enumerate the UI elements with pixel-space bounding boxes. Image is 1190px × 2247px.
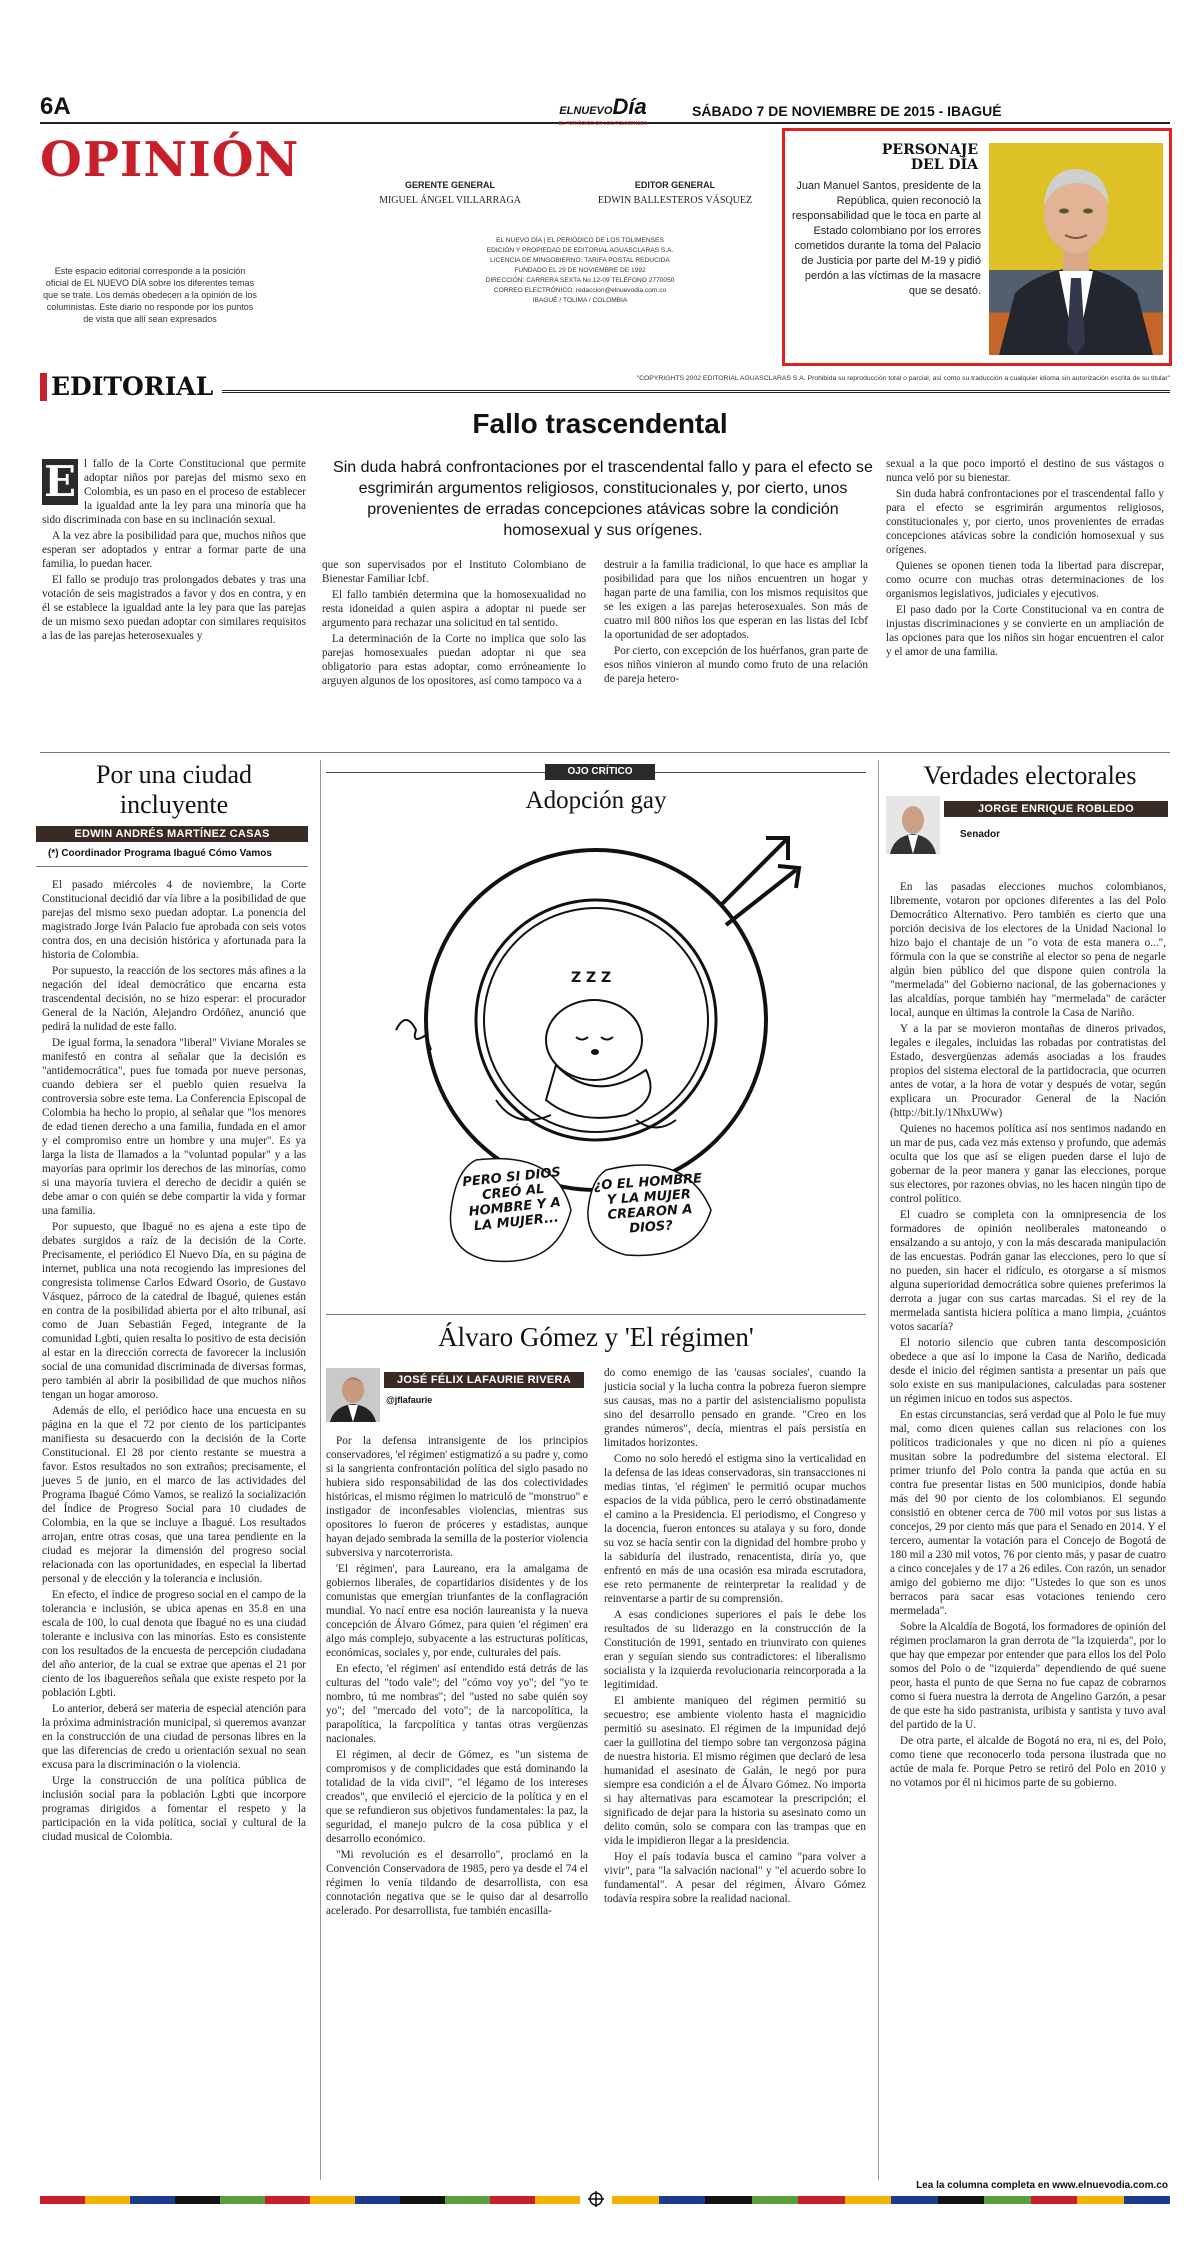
imprint-line: EL NUEVO DÍA | EL PERIÓDICO DE LOS TOLIMENSES (496, 237, 664, 244)
ojo-critico-label: OJO CRÍTICO (545, 764, 655, 780)
editorial-label (40, 373, 213, 401)
editorial-col-4 (886, 457, 1164, 661)
imprint-line: DIRECCIÓN: CARRERA SEXTA No 12-09 TELÉFONO 2770050 (485, 277, 675, 284)
left-paragraph: En efecto, el índice de progreso social en el campo de la tolerancia e inclusión, se ubica apenas en 35.8 en una escala de 100, lo cual denota que Ibagué no es una ciudad tolerante e inclusiva con las minorías. Esto es consistente con los resultados de la encuesta de percepción ciudadana del año anterior, de la cual se extrae que apenas el 21 por ciento de los ibaguereños señala que existe respeto por la población Lgbti. (42, 1589, 306, 1699)
drop-cap: E (43, 457, 76, 506)
right-author-photo (886, 796, 940, 854)
left-divider (320, 760, 321, 2180)
center-author-photo (326, 1368, 380, 1422)
editorial-col-2 (322, 558, 586, 690)
cartoon-bubble-right: ¿O EL HOMBRE Y LA MUJER CREARON A DIOS? (593, 1171, 703, 1237)
manager-name: MIGUEL ÁNGEL VILLARRAGA (379, 195, 521, 206)
center-paragraph: do como enemigo de las 'causas sociales', cuando la justicia social y la lucha contra la pobreza fueron siempre sus causas, mas no a partir del asistencialismo populista sino del desarrollo pensado en grande. "Creo en los grandes números", decía, mientras el país persistía en limitados horizontes. (604, 1367, 866, 1449)
left-paragraph: El pasado miércoles 4 de noviembre, la Corte Constitucional decidió dar vía libre a la posibilidad de que parejas del mismo sexo puedan adoptar. La ponencia del magistrado Jorge Iván Palacio fue aprobada con seis votos contra dos, en una decisión histórica y afortunada para la historia de Colombia. (42, 879, 306, 961)
editorial-col-3 (604, 558, 868, 688)
editorial-paragraph: destruir a la familia tradicional, lo que hace es ampliar la posibilidad para que los niños encuentren un hogar y hagan parte de una familia, con los mismos requisitos que se les exigen a las parejas heterosexuales. Son más de cuatro mil 800 niños los que esperan en las listas del Icbf la oportunidad de ser adoptados. (604, 559, 868, 641)
left-author-role: (*) Coordinador Programa Ibagué Cómo Vamos (48, 848, 272, 859)
imprint-line: EDICIÓN Y PROPIEDAD DE EDITORIAL AGUASCLARAS S.A. (486, 247, 674, 254)
center-paragraph: Hoy el país todavía busca el camino "para volver a vivir", para "la salvación nacional" y "el acuerdo sobre lo fundamental". A pesar del régimen, Álvaro Gómez todavía respira sobre la realidad nacional. (604, 1851, 866, 1905)
personaje-title (793, 143, 978, 173)
editorial-paragraph: El paso dado por la Corte Constitucional va en contra de injustas discriminaciones y se convierte en un ampliación de las opciones para que los niños sin hogar encuentren el calor y el amor de una familia. (886, 604, 1164, 658)
bottom-color-strip-right (612, 2196, 1170, 2204)
center-headline: Álvaro Gómez y 'El régimen' (438, 1322, 754, 1352)
editorial-col-1 (42, 457, 306, 645)
logo-tagline: EL PERIÓDICO DE LOS TOLIMENSES (558, 121, 648, 127)
left-author-bar: EDWIN ANDRÉS MARTÍNEZ CASAS (36, 826, 308, 842)
robledo-avatar (886, 796, 940, 854)
right-paragraph: Sobre la Alcaldía de Bogotá, los formadores de opinión del régimen proclamaron la gran derrota de "la izquierda", por lo que hay que empezar por entender que para ellos los del Polo somos del Polo o de "izquierda" dependiendo de qué suene peor, hasta el punto de que Serna no fue capaz de cobrarnos como si fuera nuestra la derrota de Angelino Garzón, a pesar de que este ha sido pastranista, uribista y santista y tuvo aval del partido de la U. (890, 1621, 1166, 1731)
editorial-paragraph: Sin duda habrá confrontaciones por el trascendental fallo y para el efecto se esgrimirán argumentos religiosos, constitucionales y, por cierto, unos provenientes de erradas concepciones atávicas sobre la condición homosexual y sus orígenes. (886, 488, 1164, 556)
left-role-rule (36, 866, 308, 867)
center-paragraph: 'El régimen', para Laureano, era la amalgama de gobiernos liberales, de copartidarios disidentes y de los comunistas que emergían triunfantes de la conflagración mundial. Yo nací entre esa noción laureanista y la nueva concepción de Álvaro Gómez, para quien 'el régimen' era algo más complejo, subyacente a las estructuras políticas, económicas, sociales y, por ende, culturales del país. (326, 1563, 588, 1659)
personaje-title-line: DEL DÍA (910, 157, 978, 173)
imprint-line: IBAGUÉ / TOLIMA / COLOMBIA (532, 297, 628, 304)
editorial-headline: Fallo trascendental (472, 408, 728, 439)
cartoon-drawing (326, 830, 866, 1310)
cartoon-bubble-left: PERO SI DIOS CREÓ AL HOMBRE Y A LA MUJER... (461, 1165, 562, 1235)
right-paragraph: Quienes no hacemos política así nos sentimos nadando en un mar de pus, cada vez más extenso y profundo, que además oculta que los que así se eligen pueden darse el lujo de gobernar de la peor manera y ganar las elecciones, porque sus electores, por razones obvias, no les hacen ningún tipo de control político. (890, 1123, 1166, 1205)
left-paragraph: Además de ello, el periódico hace una encuesta en su página en la que el 72 por ciento de los participantes manifiesta su desacuerdo con la decisión de la Corte Constitucional. El 28 por ciento restante se muestra a favor. Estos resultados no son extraños; precisamente, el jueves 5 de junio, en el marco de las actividades del Programa Ibagué Cómo Vamos, se realizó la socialización del Índice de Progreso Social para 10 ciudades de Colombia, en la que se incluye a Ibagué. Los resultados arrojan, entre otras cosas, que una tarea pendiente en la ciudad es mejorar la dimensión del progreso social relacionada con las oportunidades, en especial la libertad personal y de elección y la tolerancia e inclusión. (42, 1405, 306, 1585)
left-paragraph: Urge la construcción de una política pública de inclusión social para la población Lgbti que incorpore programas dirigidos a fomentar el respeto y la participación en la vida política, social y cultural de la ciudad musical de Colombia. (42, 1775, 306, 1843)
right-author-bar: JORGE ENRIQUE ROBLEDO (944, 801, 1168, 817)
right-paragraph: De otra parte, el alcalde de Bogotá no era, ni es, del Polo, como tiene que reconocerlo toda persona ilustrada que no actúe de mala fe. Porque Petro se retiró del Polo en 2010 y no votamos por él ni hicimos parte de su gobierno. (890, 1735, 1166, 1789)
center-mid-rule (326, 1314, 866, 1315)
editorial-deck: Sin duda habrá confrontaciones por el trascendental fallo y para el efecto se esgrimirán argumentos religiosos, constitucionales y, por cierto, unos provenientes de erradas concepciones atávicas sobre la condición homosexual y sus orígenes. (333, 459, 873, 539)
imprint-line: LICENCIA DE MINGOBIERNO. TARIFA POSTAL REDUCIDA (490, 257, 670, 264)
center-col-1 (326, 1434, 588, 1920)
center-paragraph: El ambiente maniqueo del régimen permitió su secuestro; ese ambiente violento hasta el magnicidio permitió su asesinato. El régimen de la impunidad dejó caer la guillotina del tiempo sobre tan vergonzosa página de nuestra historia. El mismo régimen que declaró de lesa humanidad el asesinato de Galán, le negó por pura siempre esa condición a el de Álvaro Gómez. No importa si hay alternativas para escamotear la prescripción; el significado de dejar para la historia su asesinato como un delito común, solo se compara con las trampas que en vida le impidieron llegar a la presidencia. (604, 1695, 866, 1847)
bottom-color-strip-left (40, 2196, 580, 2204)
center-paragraph: "Mi revolución es el desarrollo", proclamó en la Convención Conservadora de 1985, pero ya desde el 74 el régimen lo venía tildando de desarrollista, con esa connotación negativa que se le quiso dar al desarrollo acelerado. Por desarrollista, fue también encasilla- (326, 1849, 588, 1917)
editorial-paragraph: Quienes se oponen tienen toda la libertad para discrepar, como ocurre con muchas otras determinaciones de los organismos legislativos, judiciales y ejecutivos. (886, 560, 1164, 600)
center-paragraph: El régimen, al decir de Gómez, es "un sistema de compromisos y de complicidades que está dominando la totalidad de la vida civil", "el légamo de los intereses creados", que envileció el ejercicio de la política y en el que se refundieron sus objetivos fundamentales: la paz, la seguridad, el manejo pulcro de la cosa pública y el desarrollo económico. (326, 1749, 588, 1845)
right-paragraph: El notorio silencio que cubren tanta descomposición obedece a que así lo impone la Casa de Nariño, dedicada desde el inicio del régimen santista a presentar un país que solo existe en sus manipulaciones, calculadas para sostener un régimen inicuo en todos sus aspectos. (890, 1337, 1166, 1405)
left-paragraph: Por supuesto, la reacción de los sectores más afines a la negación del ideal democrático que encarna esta trascendental decisión, no se hizo esperar: el procurador General de la Nación, Alejandro Ordóñez, anunció que pedirá la nulidad de este fallo. (42, 965, 306, 1033)
left-paragraph: Lo anterior, deberá ser materia de especial atención para la próxima administración municipal, si queremos avanzar en la construcción de una ciudad de personas libres en la que las diferencias de credo u orientación sexual no sean excusa para la discriminación o la violencia. (42, 1703, 306, 1771)
editor-title: EDITOR GENERAL (634, 180, 716, 190)
right-paragraph: En las pasadas elecciones muchos colombianos, libremente, votaron por opciones diferentes a las del Polo Democrático Alternativo. Pero también es cierto que una porción decisiva de los electores de la Unidad Nacional lo hizo bajo el chantaje de un "o vota de esta manera o...", fórmula con la que se constriñe al elector so pena de negarle algún bien público del que dispone quien controla la "mermelada" del Gobierno nacional, de las gobernaciones y las alcaldías, porque también hay "mermelada" de carácter local, aunque en últimas la controle la Casa de Nariño. (890, 881, 1166, 1019)
personaje-title-line: PERSONAJE (881, 142, 978, 158)
center-paragraph: A esas condiciones superiores el país le debe los resultados de su liderazgo en la construcción de la Constitución de 1991, sentado en triunvirato con quienes eran y seguían siendo sus contradictores: el liberalismo socialista y la izquierda revolucionaria reincorporada a la legitimidad. (604, 1609, 866, 1691)
editorial-paragraph: A la vez abre la posibilidad para que, muchos niños que esperan ser adoptados y entrar a formar parte de una familia, lo puedan hacer. (42, 530, 306, 570)
center-author-handle: @jflafaurie (386, 1395, 433, 1405)
center-col-2 (604, 1366, 866, 1908)
editorial-label-text: EDITORIAL (40, 373, 213, 401)
cartoon-title: Adopción gay (525, 787, 667, 814)
section-title: OPINIÓN (40, 132, 300, 188)
right-body (890, 880, 1166, 1792)
imprint-line: FUNDADO EL 29 DE NOVIEMBRE DE 1992 (514, 267, 646, 274)
personaje-text: Juan Manuel Santos, presidente de la República, quien reconoció la responsabilidad que le toca en parte al Estado colombiano por los errores cometidos durante la toma del Palacio de Justicia por parte del M-19 y pidió perdón a las víctimas de la masacre que se desató. (792, 180, 981, 297)
personaje-del-dia-box (782, 128, 1172, 366)
logo-top: ELNUEVO (559, 105, 613, 117)
copyright-note: "COPYRIGHTS 2002 EDITORIAL AGUASCLARAS S.A. Prohibida su reproducción total o parcial, así como su traducción a cualquier idioma sin autorización escrita de su titular" (636, 375, 1170, 382)
right-paragraph: Y a la par se movieron montañas de dineros privados, legales e ilegales, incluidas las robadas por contratistas del Estado, desvergüenzas además asociadas a los fraudes propios del sistema electoral de la partidocracia, que ocurren antes de votar, a la hora de votar y después de votar, según explicara un Procurador General de la Nación (http://bit.ly/1NhxUWw) (890, 1023, 1166, 1119)
center-paragraph: En efecto, 'el régimen' así entendido está detrás de las culturas del "todo vale"; del "cómo voy yo"; del "yo te nombro, tú me nombras"; del "usted no sabe quién soy yo"; del "mercado del voto"; de la narcopolítica, la parapolítica, la farcpolítica y tantas otras vergüenzas nacionales. (326, 1663, 588, 1745)
right-paragraph: El cuadro se completa con la omnipresencia de los formadores de opinión neoliberales matoneando o ensalzando a su antojo, y con la más descarada manipulación de las encuestas. Podrán ganar las elecciones, pero lo que sí no pueden, sin hacer el ridículo, es otorgarse a sí mismos alguna superioridad democrática sobre quienes preferimos la derrota a jugar con sus cartas marcadas. Si el rey de la mermelada santista hiciera política a mano limpia, ¿cuántos votos sacaría? (890, 1209, 1166, 1333)
page-number: 6A (40, 93, 71, 120)
imprint-line: CORREO ELECTRÓNICO: redaccion@elnuevodia.com.co (493, 287, 667, 294)
editorial-paragraph: l fallo de la Corte Constitucional que permite adoptar niños por parejas del mismo sexo en Colombia, es un paso en el proceso de establecer la igualdad ante la ley para una minoría que ha sido discriminada con base en su inclinación sexual. (42, 458, 306, 526)
cartoon-zzz: Z Z Z (571, 970, 612, 986)
left-body (42, 878, 306, 1846)
editorial-paragraph: El fallo también determina que la homosexualidad no resta idoneidad a quien aspira a adoptar ni puede ser argumento para rechazar una solicitud en tal sentido. (322, 589, 586, 629)
disclaimer: Este espacio editorial corresponde a la posición oficial de EL NUEVO DÍA sobre los diferentes temas que se trate. Los demás obedecen a la opinión de los columnistas. Este diario no responde por los puntos de vista que allí sean expresados (43, 266, 257, 324)
logo-bottom: Día (612, 94, 647, 119)
right-author-role: Senador (960, 829, 1001, 840)
right-paragraph: En estas circunstancias, será verdad que al Polo le fue muy mal, como dicen quienes callan sus relaciones con los políticos tradicionales y que no dicen ni pío a quienes musitan sobre la podredumbre del sistema electoral. El primer triunfo del Polo contra la panda que actúa en su contra fue presentar listas en 500 municipios, donde había más del 90 por ciento de los colombianos. El segundo consistió en obtener cerca de 700 mil votos por sus listas a concejos, 29 por ciento más que para el Senado en 2014. Y el tercero, aumentar la votación para el Concejo de Bogotá de 180 mil a 230 mil votos, 76 por ciento más, y pasar de cuatro a cinco concejales y de 17 a 26 ediles. Con razón, un senador amigo del gobierno me dijo: "Ustedes lo que son es unos berracos para sacar esas votaciones teniendo cero mermelada". (890, 1409, 1166, 1617)
right-headline: Verdades electorales (923, 761, 1137, 790)
editorial-paragraph: sexual a la que poco importó el destino de sus vástagos o nunca veló por su bienestar. (886, 458, 1164, 484)
newspaper-logo (548, 94, 658, 127)
editor-name: EDWIN BALLESTEROS VÁSQUEZ (597, 195, 753, 206)
editorial-paragraph: El fallo se produjo tras prolongados debates y tras una votación de seis magistrados a favor y dos en contra, y en él se establece la igualdad ante la ley para que las parejas de un mismo sexo puedan adoptar con similares requisitos a las de las parejas heterosexuales y (42, 574, 306, 642)
dateline: SÁBADO 7 DE NOVIEMBRE DE 2015 - IBAGUÉ (692, 103, 1002, 119)
left-paragraph: Por supuesto, que Ibagué no es ajena a este tipo de debates surgidos a raíz de la decisión de la Corte. Precisamente, el periódico El Nuevo Día, en su página de internet, publica una nota recogiendo las impresiones del congresista tolimense Carlos Edward Osorio, de Gustavo Vásquez, párroco de la catedral de Ibagué, quienes están en contra de la posibilidad abierta por el alto tribunal, así como de Juan Sebastián Feged, integrante de la comunidad Lgbti, quien resalta lo positivo de esta decisión al estar en la dirección correcta de favorecer la inclusión social de una comunidad discriminada de diversas formas, pero también al abrir la posibilidad de que muchos niños tengan un hogar amoroso. (42, 1221, 306, 1401)
center-paragraph: Por la defensa intransigente de los principios conservadores, 'el régimen' estigmatizó a su padre y, como si la sangrienta confrontación política del siglo pasado no hubiera sido responsabilidad de las dos colectividades históricas, el mismo régimen lo matriculó de "monstruo" e instigador de inconfesables violencias, mientras sus opositores lo fueron de próceres y estadistas, aunque hayan dejado sembrada la semilla de la posterior violencia subversiva y narcoterrorista. (326, 1435, 588, 1559)
santos-portrait (989, 143, 1163, 355)
editorial-paragraph: La determinación de la Corte no implica que solo las parejas homosexuales puedan adoptar ni que sea obligatorio para estas adoptar, como erróneamente lo arguyen algunos de los opositores, así como tampoco va a (322, 633, 586, 687)
personaje-photo (989, 143, 1163, 355)
editorial-bottom-rule (40, 752, 1170, 753)
lafaurie-avatar (326, 1368, 380, 1422)
registration-mark-icon (588, 2191, 604, 2207)
imprint (460, 236, 700, 306)
editorial-paragraph: que son supervisados por el Instituto Colombiano de Bienestar Familiar Icbf. (322, 559, 586, 585)
left-paragraph: De igual forma, la senadora "liberal" Viviane Morales se manifestó en contra al señalar que la decisión es "antidemocrática", pues fue tomada por nueve personas, cuando debiera ser el pueblo quien resuelva la controversia sobre este tema. La Conferencia Episcopal de Colombia ha hecho lo propio, al señalar que "los menores de edad tienen derecho a una familia, fundada en el amor y el compromiso entre un hombre y una mujer". Es ya larga la lista de llamados a la "voluntad popular" y a las mayorías para oprimir los derechos de las minorías, como si una mayoría tuviera el derecho de decidir a quién se debe amar o con quién se debe compartir la vida y formar una familia. (42, 1037, 306, 1217)
center-author-bar: JOSÉ FÉLIX LAFAURIE RIVERA (384, 1372, 584, 1388)
editorial-rule (222, 390, 1170, 393)
right-divider (878, 760, 879, 2180)
center-paragraph: Como no solo heredó el estigma sino la verticalidad en la defensa de las ideas conservadoras, sin transacciones ni medias tintas, 'el régimen' le permitió ocupar muchos espacios de la vida pública, pero le cerró obstinadamente el camino a la Presidencia. El periodismo, el Congreso y la docencia, fueron entonces su atalaya y su foro, donde su voz se hacía sentir con la dignidad del hombre probo y la sabiduría del ilustrado, renacentista, diría yo, que enfrentó en más de una ocasión esa mirada escrutadora, ese reto permanente de reinterpretar la realidad y de reinventarse a partir de su comprensión. (604, 1453, 866, 1605)
left-headline: Por una ciudad incluyente (96, 760, 252, 819)
right-footer-link[interactable]: Lea la columna completa en www.elnuevodia.com.co (916, 2180, 1168, 2191)
manager-title: GERENTE GENERAL (404, 180, 495, 190)
editorial-paragraph: Por cierto, con excepción de los huérfanos, gran parte de esos niños vinieron al mundo como fruto de una relación de pareja hetero- (604, 645, 868, 685)
